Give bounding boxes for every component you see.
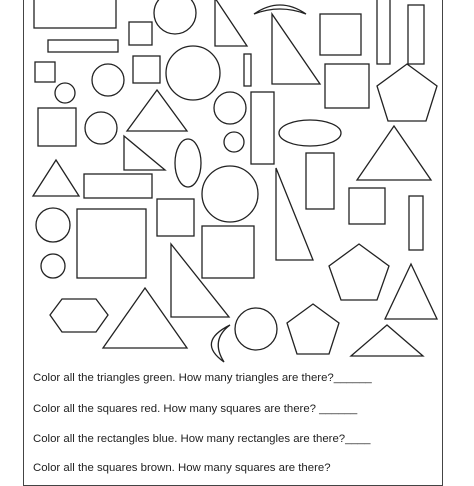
instruction-rectangles: Color all the rectangles blue. How many rectangles are there?____	[33, 433, 371, 445]
circle-shape	[154, 0, 196, 34]
triangle-shape	[351, 325, 423, 356]
circle-shape	[85, 112, 117, 144]
pentagon-shape	[377, 64, 437, 121]
circle-shape	[36, 208, 70, 242]
square-shape	[77, 209, 146, 278]
square-shape	[35, 62, 55, 82]
pentagon-shape	[329, 244, 389, 300]
oval-shape	[279, 120, 341, 146]
triangle-shape	[385, 264, 437, 319]
instruction-triangles: Color all the triangles green. How many triangles are there?______	[33, 372, 372, 384]
square-shape	[349, 188, 385, 224]
square-shape	[129, 22, 152, 45]
crescent-shape	[254, 5, 306, 14]
crescent-shape	[211, 325, 230, 362]
instruction-squares-red: Color all the squares red. How many squares are there? ______	[33, 403, 358, 415]
rectangle-shape	[34, 0, 116, 28]
triangle-shape	[33, 160, 79, 196]
hexagon-shape	[50, 299, 108, 332]
rectangle-shape	[84, 174, 152, 198]
rectangle-shape	[251, 92, 274, 164]
rectangle-shape	[306, 153, 334, 209]
triangle-shape	[215, 0, 247, 46]
rectangle-shape	[377, 0, 390, 64]
circle-shape	[224, 132, 244, 152]
square-shape	[157, 199, 194, 236]
pentagon-shape	[287, 304, 339, 354]
square-shape	[202, 226, 254, 278]
triangle-shape	[124, 136, 165, 170]
oval-shape	[175, 139, 201, 187]
square-shape	[38, 108, 76, 146]
triangle-shape	[357, 126, 431, 180]
circle-shape	[202, 166, 258, 222]
rectangle-shape	[408, 5, 424, 64]
circle-shape	[166, 46, 220, 100]
rectangle-shape	[48, 40, 118, 52]
rectangle-shape	[244, 54, 251, 86]
instruction-squares-brown: Color all the squares brown. How many squares are there?	[33, 462, 331, 474]
square-shape	[320, 14, 361, 55]
circle-shape	[41, 254, 65, 278]
circle-shape	[55, 83, 75, 103]
square-shape	[133, 56, 160, 83]
circle-shape	[214, 92, 246, 124]
circle-shape	[235, 308, 277, 350]
rectangle-shape	[409, 196, 423, 250]
circle-shape	[92, 64, 124, 96]
triangle-shape	[272, 14, 320, 84]
square-shape	[325, 64, 369, 108]
